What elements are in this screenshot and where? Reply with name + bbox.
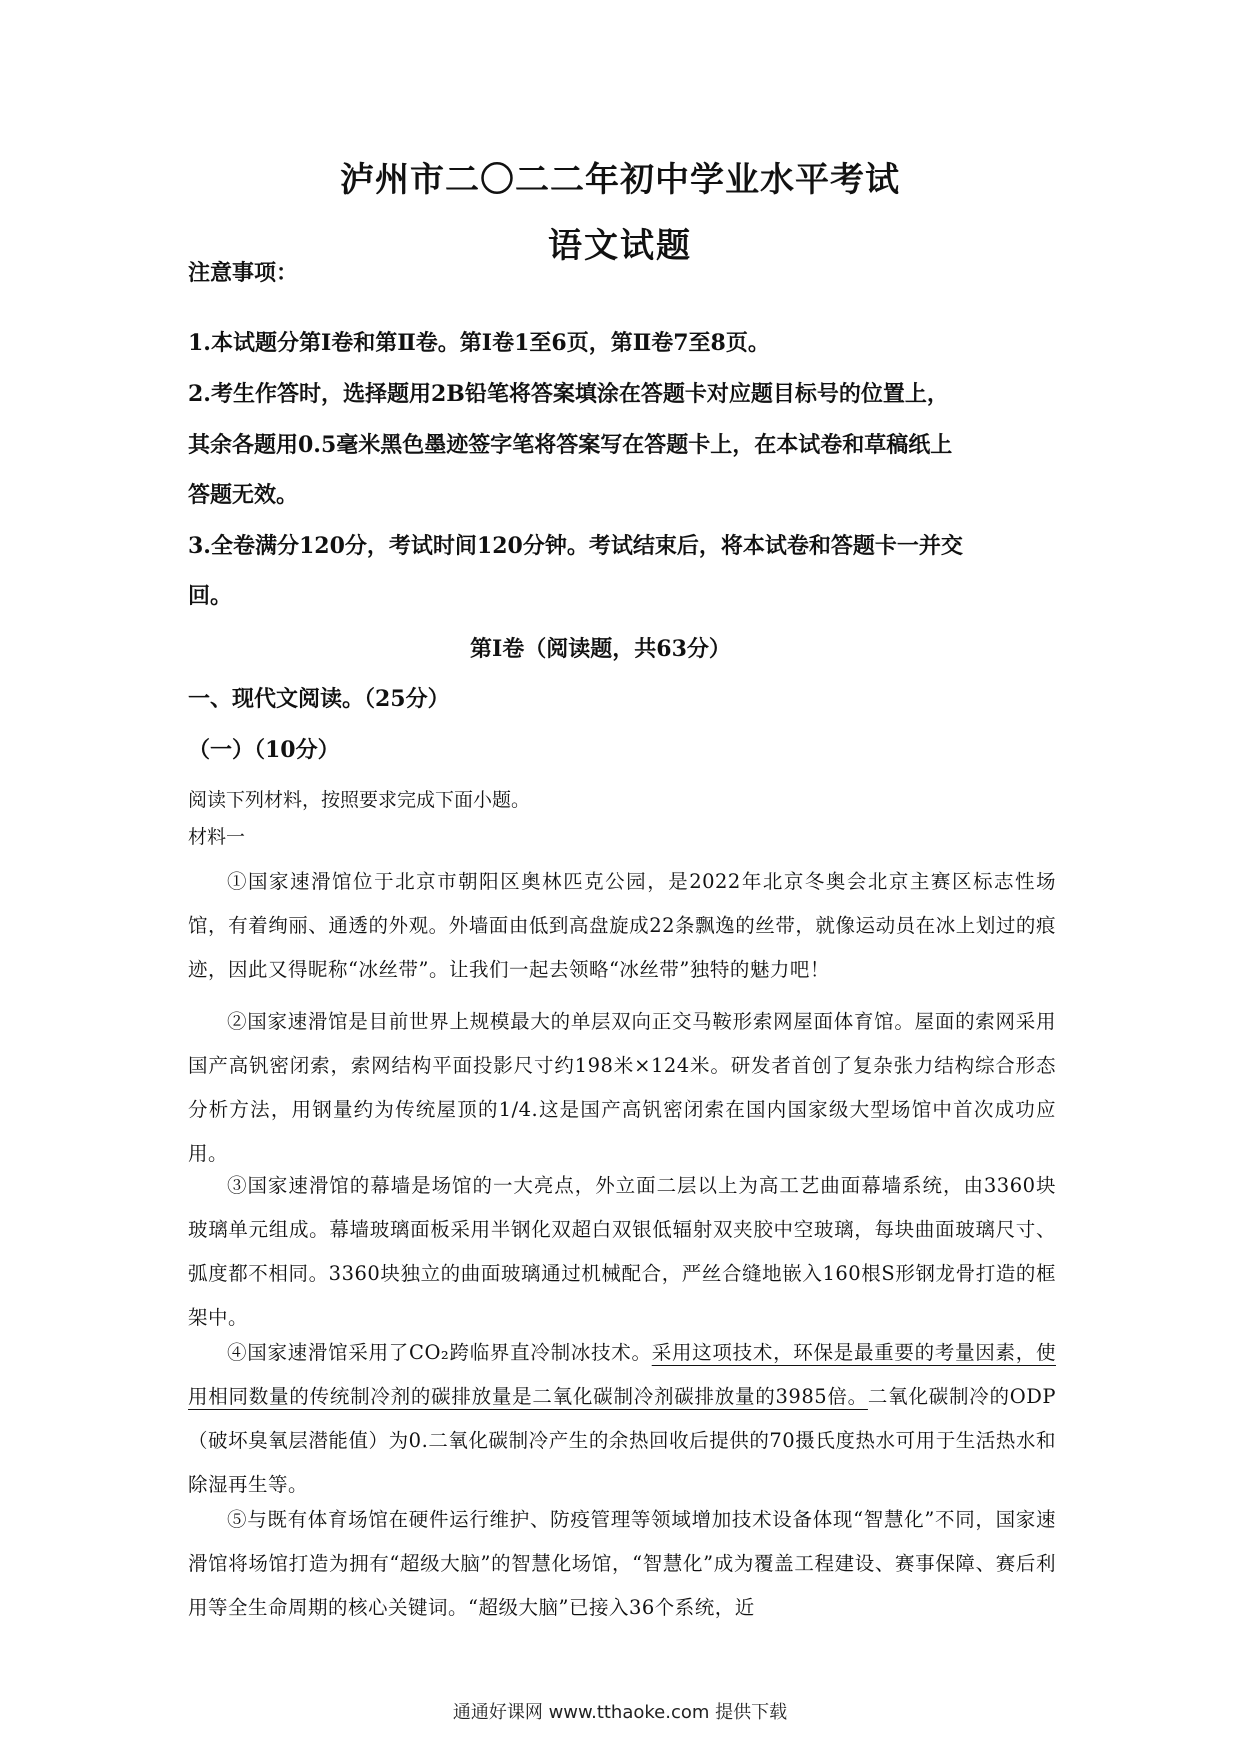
- paragraph-2: ②国家速滑馆是目前世界上规模最大的单层双向正交马鞍形索网屋面体育馆。屋面的索网采用国产高钒密闭索，索网结构平面投影尺寸约198米×124米。研发者首创了复杂张力结构综合形态分析方法，用钢量约为传统屋顶的1/4.这是国产高钒密闭索在国内国家级大型场馆中首次成功应用。: [188, 1010, 1056, 1165]
- note-item-3-line-1: 3.全卷满分120分，考试时间120分钟。考试结束后，将本试卷和答题卡一并交: [188, 533, 963, 559]
- instruction-text: 阅读下列材料，按照要求完成下面小题。: [188, 789, 531, 811]
- paragraph-4-intro: ④国家速滑馆采用了CO₂跨临界直冷制冰技术。: [227, 1341, 652, 1364]
- exam-subtitle: 语文试题: [548, 226, 692, 266]
- paragraph-1: ①国家速滑馆位于北京市朝阳区奥林匹克公园，是2022年北京冬奥会北京主赛区标志性场馆，有着绚丽、通透的外观。外墙面由低到高盘旋成22条飘逸的丝带，就像运动员在冰上划过的痕迹，因此又得昵称“冰丝带”。让我们一起去领略“冰丝带”独特的魅力吧！: [188, 870, 1056, 981]
- note-item-3-line-2: 回。: [188, 583, 233, 609]
- paragraph-5: ⑤与既有体育场馆在硬件运行维护、防疫管理等领域增加技术设备体现“智慧化”不同，国家速滑馆将场馆打造为拥有“超级大脑”的智慧化场馆，“智慧化”成为覆盖工程建设、赛事保障、赛后利用等全生命周期的核心关键词。“超级大脑”已接入36个系统，近: [188, 1508, 1056, 1619]
- paragraph-3: ③国家速滑馆的幕墙是场馆的一大亮点，外立面二层以上为高工艺曲面幕墙系统，由3360块玻璃单元组成。幕墙玻璃面板采用半钢化双超白双银低辐射双夹胶中空玻璃，每块曲面玻璃尺寸、弧度都不相同。3360块独立的曲面玻璃通过机械配合，严丝合缝地嵌入160根S形钢龙骨打造的框架中。: [188, 1174, 1056, 1329]
- paragraph-4-underlined-sentence: 采用这项技术，环保是最重要的考量因素，使用相同数量的传统制冷剂的碳排放量是二氧化碳制冷剂碳排放量的3985倍。: [188, 1341, 1056, 1408]
- note-item-2-line-3: 答题无效。: [188, 482, 299, 508]
- exam-title: 泸州市二〇二二年初中学业水平考试: [340, 160, 900, 200]
- footer-source: 通通好课网 www.tthaoke.com 提供下载: [452, 1702, 788, 1723]
- note-item-1: 1.本试题分第Ⅰ卷和第Ⅱ卷。第Ⅰ卷1至6页，第Ⅱ卷7至8页。: [188, 330, 770, 356]
- volume-heading: 第Ⅰ卷（阅读题，共63分）: [470, 636, 731, 662]
- notes-heading: 注意事项：: [188, 260, 299, 286]
- part-heading: 一、现代文阅读。（25分）: [188, 686, 450, 712]
- paragraph-4-rest: 二氧化碳制冷的ODP（破坏臭氧层潜能值）为0.二氧化碳制冷产生的余热回收后提供的70摄氏度热水可用于生活热水和除湿再生等。: [188, 1385, 1056, 1496]
- note-item-2-line-1: 2.考生作答时，选择题用2B铅笔将答案填涂在答题卡对应题目标号的位置上，: [188, 381, 949, 407]
- paragraph-4: [188, 1331, 1056, 1507]
- subsection-heading: （一）（10分）: [188, 737, 340, 763]
- material-label: 材料一: [188, 826, 246, 848]
- note-item-2-line-2: 其余各题用0.5毫米黑色墨迹签字笔将答案写在答题卡上，在本试卷和草稿纸上: [188, 432, 953, 458]
